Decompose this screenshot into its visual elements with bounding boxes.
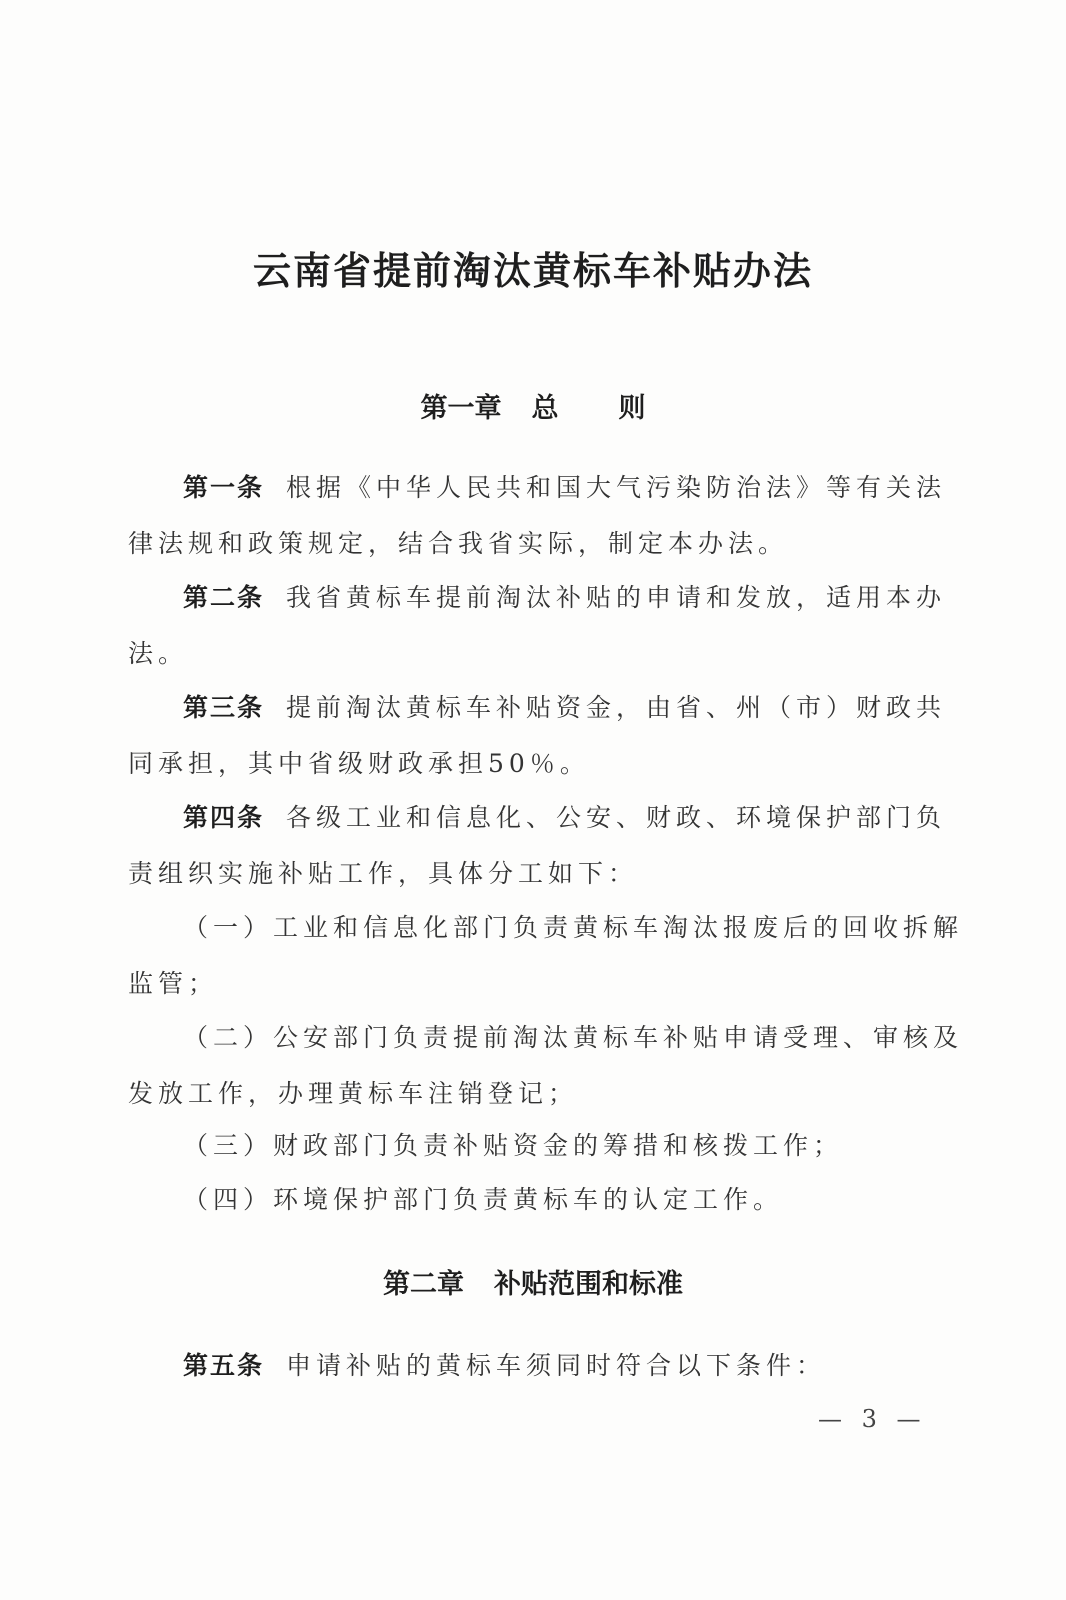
article-text: 申请补贴的黄标车须同时符合以下条件：	[286, 1351, 827, 1380]
article-label: 第四条	[183, 803, 265, 832]
article-2-line-1	[183, 578, 948, 614]
chapter-name: 补贴范围和标准	[494, 1269, 683, 1300]
article-label: 第二条	[183, 583, 265, 612]
article-3-line-1	[183, 688, 948, 724]
article-label: 第三条	[183, 693, 265, 722]
article-text: 我省黄标车提前淘汰补贴的申请和发放，适用本办	[286, 583, 947, 612]
article-4-line-1	[183, 798, 948, 834]
document-title: 云南省提前淘汰黄标车补贴办法	[252, 248, 813, 293]
article-4-item-2-line-1: （二）公安部门负责提前淘汰黄标车补贴申请受理、审核及	[183, 1023, 964, 1052]
chapter-label: 第二章	[383, 1269, 464, 1300]
chapter-name-part: 总	[531, 393, 559, 424]
article-4-item-2-line-2: 发放工作，办理黄标车注销登记；	[128, 1079, 579, 1108]
article-4-item-1-line-2: 监管；	[128, 969, 219, 998]
article-4-line-2: 责组织实施补贴工作，具体分工如下：	[128, 859, 639, 888]
article-4-item-1-line-1: （一）工业和信息化部门负责黄标车淘汰报废后的回收拆解	[183, 913, 964, 942]
article-4-item-3: （三）财政部门负责补贴资金的筹措和核拨工作；	[183, 1131, 844, 1160]
article-label: 第五条	[183, 1351, 265, 1380]
article-text: 提前淘汰黄标车补贴资金，由省、州（市）财政共	[286, 693, 947, 722]
chapter-label: 第一章	[420, 393, 502, 424]
article-5-line-1	[183, 1346, 948, 1382]
page-number: — 3 —	[818, 1405, 927, 1433]
chapter-heading-2	[0, 1262, 1066, 1301]
article-label: 第一条	[183, 473, 265, 502]
article-text: 根据《中华人民共和国大气污染防治法》等有关法	[286, 473, 947, 502]
article-text: 各级工业和信息化、公安、财政、环境保护部门负	[286, 803, 947, 832]
article-1-line-2: 律法规和政策规定，结合我省实际，制定本办法。	[128, 529, 789, 558]
article-3-line-2: 同承担，其中省级财政承担50％。	[128, 749, 590, 778]
chapter-heading-1	[0, 386, 1066, 425]
article-4-item-4: （四）环境保护部门负责黄标车的认定工作。	[183, 1185, 784, 1214]
article-1-line-1	[183, 468, 948, 504]
article-2-line-2: 法。	[128, 639, 189, 668]
chapter-name-part: 则	[618, 393, 646, 424]
